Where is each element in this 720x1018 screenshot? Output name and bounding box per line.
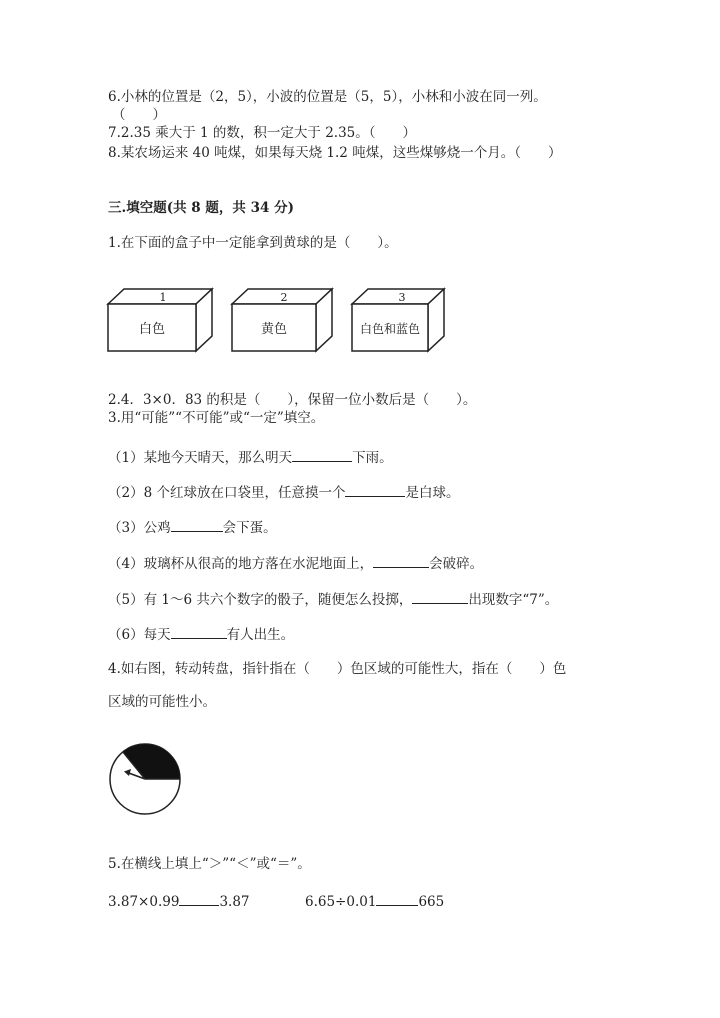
fill-q5: 5.在横线上填上“＞”“＜”或“＝”。: [108, 856, 311, 872]
fill-q2: 2.4．3×0．83 的积是（ ），保留一位小数后是（ ）。: [108, 392, 477, 408]
fill-q3: 3.用“可能”“不可能”或“一定”填空。: [108, 410, 325, 426]
judge-q6-line2: （ ）: [112, 107, 166, 123]
q3-item-1: （1）某地今天晴天，那么明天 下雨。: [108, 447, 393, 467]
q5-expression-a: 3.87×0.99 3.87: [108, 891, 250, 911]
judge-q6-line1: 6.小林的位置是（2，5），小波的位置是（5，5），小林和小波在同一列。: [108, 89, 547, 105]
judge-q7: 7.2.35 乘大于 1 的数，积一定大于 2.35。（ ）: [108, 125, 417, 141]
spinner-figure: [108, 741, 184, 817]
fill-q4-line2: 区域的可能性小。: [108, 694, 216, 710]
q3-item-4: （4）玻璃杯从很高的地方落在水泥地面上， 会破碎。: [108, 553, 483, 573]
q5-expression-b: 6.65÷0.01 665: [305, 891, 444, 911]
boxes-figure: [106, 286, 446, 354]
box-number: 1: [159, 291, 167, 304]
box-label: 白色: [138, 322, 166, 337]
judge-q8: 8.某农场运来 40 吨煤，如果每天烧 1.2 吨煤，这些煤够烧一个月。（ ）: [108, 145, 562, 161]
q3-item-2: （2）8 个红球放在口袋里，任意摸一个 是白球。: [108, 482, 459, 502]
q3-item-5: （5）有 1～6 共六个数字的骰子，随便怎么投掷， 出现数字“7”。: [108, 589, 558, 609]
box-label: 黄色: [260, 322, 288, 337]
section-title: 三.填空题(共 8 题，共 34 分): [108, 200, 294, 216]
q3-item-6: （6）每天 有人出生。: [108, 624, 294, 644]
box-label: 白色和蓝色: [359, 322, 421, 336]
box-number: 3: [398, 291, 406, 304]
box-number: 2: [280, 291, 288, 304]
fill-q1: 1.在下面的盒子中一定能拿到黄球的是（ ）。: [108, 235, 398, 251]
fill-q4-line1: 4.如右图，转动转盘，指针指在（ ）色区域的可能性大，指在（ ）色: [108, 661, 567, 677]
q3-item-3: （3）公鸡 会下蛋。: [108, 517, 277, 537]
